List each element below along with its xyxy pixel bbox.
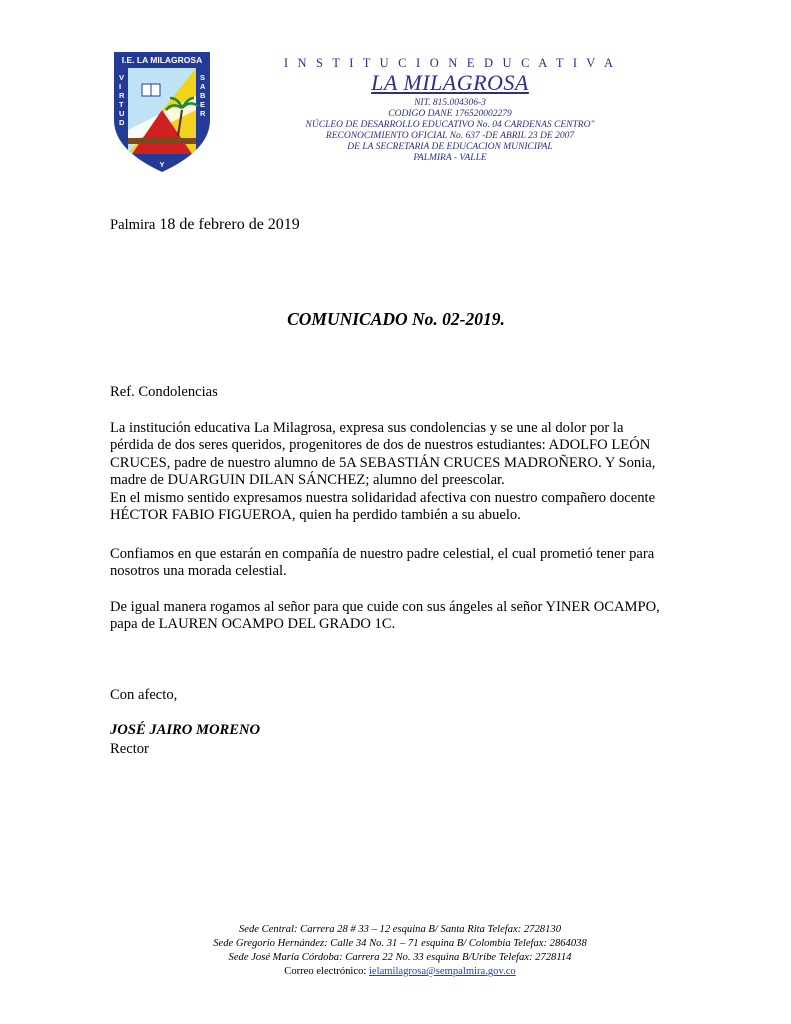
paragraph-line: madre de DUARGUIN DILAN SÁNCHEZ; alumno del preescolar. <box>110 472 505 489</box>
paragraph-line: HÉCTOR FABIO FIGUEROA, quien ha perdido también a su abuelo. <box>110 507 521 524</box>
institution-nucleo: NÚCLEO DE DESARROLLO EDUCATIVO No. 04 CARDENAS CENTRO" <box>305 120 595 130</box>
footer-email-label: Correo electrónico: <box>284 966 367 977</box>
crest-top-text: I.E. LA MILAGROSA <box>121 55 203 65</box>
paragraph-line: nosotros una morada celestial. <box>110 563 287 580</box>
letter-reference: Ref. Condolencias <box>110 384 218 400</box>
signer-name: JOSÉ JAIRO MORENO <box>110 722 261 738</box>
letter-date-value: 18 de febrero de 2019 <box>159 216 300 233</box>
paragraph-line: La institución educativa La Milagrosa, expresa sus condolencias y se une al dolor por la <box>110 420 624 436</box>
school-crest-logo <box>112 50 212 174</box>
signer-role: Rector <box>110 741 149 757</box>
letter-place: Palmira <box>110 217 156 233</box>
paragraph-line: Confiamos en que estarán en compañía de nuestro padre celestial, el cual prometió tener para <box>110 546 655 562</box>
institution-label: I N S T I T U C I O N E D U C A T I V A <box>283 56 617 70</box>
paragraph-prayer <box>110 599 682 634</box>
paragraph-line: En el mismo sentido expresamos nuestra solidaridad afectiva con nuestro compañero docente <box>110 489 656 506</box>
footer-email-link[interactable]: ielamilagrosa@sempalmira.gov.co <box>368 966 516 977</box>
paragraph-line: pérdida de dos seres queridos, progenitores de dos de nuestros estudiantes: ADOLFO LEÓN <box>110 437 651 454</box>
institution-secretaria: DE LA SECRETARIA DE EDUCACION MUNICIPAL <box>347 142 553 152</box>
institution-nit: NIT. 815.004306-3 <box>414 98 486 108</box>
footer-sede-gregorio: Sede Gregorio Hernández: Calle 34 No. 31 – 71 esquina B/ Colombia Telefax: 2864038 <box>213 938 587 949</box>
paragraph-line: De igual manera rogamos al señor para que cuide con sus ángeles al señor YINER OCAMPO, <box>110 599 660 615</box>
crest-right-text: S A B E R <box>200 73 206 118</box>
institution-reconocimiento: RECONOCIMIENTO OFICIAL No. 637 -DE ABRIL 23 DE 2007 <box>325 131 575 141</box>
letter-date <box>110 216 682 234</box>
letter-closing: Con afecto, <box>110 687 178 703</box>
footer-email <box>150 965 650 978</box>
letter-title: COMUNICADO No. 02-2019. <box>287 309 505 329</box>
institution-dane: CODIGO DANE 176520002279 <box>388 109 512 119</box>
institution-city: PALMIRA - VALLE <box>413 153 487 163</box>
paragraph-line: CRUCES, padre de nuestro alumno de 5A SEBASTIÁN CRUCES MADROÑERO. Y Sonia, <box>110 454 656 471</box>
paragraph-condolences <box>110 420 682 524</box>
institution-name: LA MILAGROSA <box>371 70 529 95</box>
crest-left-text: V I R T U D <box>119 73 125 127</box>
footer-sede-jose-maria: Sede José María Córdoba: Carrera 22 No. 33 esquina B/Uribe Telefax: 2728114 <box>228 952 572 963</box>
paragraph-line: papa de LAUREN OCAMPO DEL GRADO 1C. <box>110 616 396 633</box>
crest-bottom-text: Y <box>159 160 165 169</box>
footer-sede-central: Sede Central: Carrera 28 # 33 – 12 esquina B/ Santa Rita Telefax: 2728130 <box>238 924 561 935</box>
paragraph-faith <box>110 546 682 581</box>
